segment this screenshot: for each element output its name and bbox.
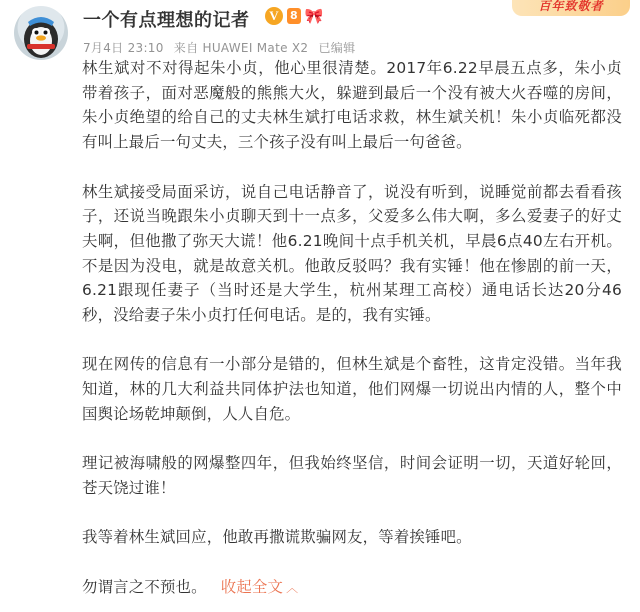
post-paragraph: 现在网传的信息有一小部分是错的，但林生斌是个畜牲，这肯定没错。当年我知道，林的几大利益共同体护法也知道，他们网爆一切说出内情的人，整个中国舆论场乾坤颠倒，人人自危。 [82,355,622,423]
gift-bow-icon[interactable]: 🎀 [304,7,324,25]
anniversary-banner[interactable]: 百年致敬者 [512,0,630,16]
post-date[interactable]: 7月4日 23:10 [83,41,164,55]
post-paragraph: 理记被海啸般的网爆整四年，但我始终坚信，时间会证明一切，天道好轮回，苍天饶过谁！ [82,454,622,497]
post-content [82,56,622,600]
post-paragraph-text: 勿谓言之不预也。 [82,577,207,596]
user-badges [265,7,323,25]
edited-label[interactable]: 已编辑 [318,41,356,55]
post-paragraph: 我等着林生斌回应，他敢再撒谎欺骗网友，等着挨锤吧。 [82,528,472,547]
verified-badge-icon[interactable]: V [265,7,283,25]
username[interactable]: 一个有点理想的记者 [83,10,250,31]
post-paragraph: 林生斌接受局面采访，说自己电话静音了，说没有听到，说睡觉前都去看看孩子，还说当晚跟朱小贞聊天到十一点多，父爱多么伟大啊，多么爱妻子的好丈夫啊，但他撒了弥天大谎！他6.21晚间十点手机关机，早晨6点40左右开机。不是因为没电，就是故意关机。他敢反驳吗？我有实锤！他在惨剧的前一天，6.21跟现任妻子（当时还是大学生，杭州某理工高校）通电话长达20分46秒，没给妻子朱小贞打任何电话。是的，我有实锤。 [82,182,622,325]
chevron-up-icon[interactable]: ︿ [286,580,299,595]
post-source: 来自 HUAWEI Mate X2 [173,41,309,55]
penguin-avatar-icon [14,6,68,60]
collapse-full-text-link[interactable]: 收起全文 [220,577,284,596]
post-meta [83,39,361,56]
user-avatar[interactable] [14,6,68,60]
level-badge[interactable]: 8 [287,8,301,24]
post-paragraph-last [82,575,622,601]
post-paragraph: 林生斌对不对得起朱小贞，他心里很清楚。2017年6.22早晨五点多，朱小贞带着孩子，面对恶魔般的熊熊大火，躲避到最后一个没有被大火吞噬的房间，朱小贞绝望的给自己的丈夫林生斌打电话求救，林生斌关机！朱小贞临死都没有叫上最后一句丈夫，三个孩子没有叫上最后一句爸爸。 [82,59,622,152]
